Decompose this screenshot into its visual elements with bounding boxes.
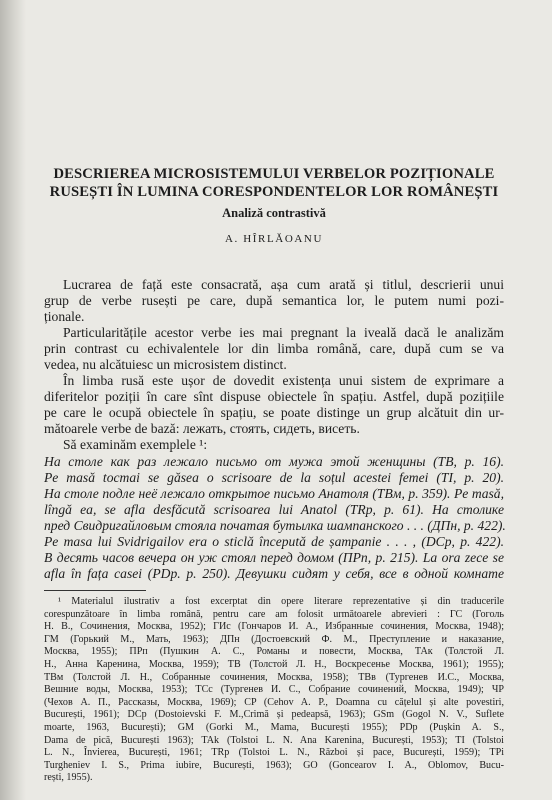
footnote-line: ГМ (Горький М., Мать, 1963); ДПн (Достоевский Ф. М., Преступление и наказание, <box>44 633 504 645</box>
example-line: Pe masa lui Svidrigailov era o sticlă începută de șampanie . . . , (DCp, p. 422). <box>44 534 504 549</box>
body-line: vedea, nu alcătuiesc un microsistem distinct. <box>44 357 287 372</box>
title-line-2: RUSEȘTI ÎN LUMINA CORESPONDENTELOR LOR ROMÂNEȘTI <box>49 184 499 200</box>
footnote-line: București, 1961); DCp (Dostoievski F. M.,Crimă și pedeapsă, 1963); GSm (Gogol N. V., Suflete <box>44 709 504 721</box>
body-line: pe care le ocupă obiectele în spațiu, se poate distinge un grup alcătuit din ur- <box>44 405 504 420</box>
footnote-line: Вешние воды, Москва, 1953); TCc (Тургенев И. С., Собрание сочинений, Москва, 1949); ЧР <box>44 684 504 696</box>
footnote-line: Н. В., Сочинения, Москва, 1952); ГИс (Гончаров И. А., Избранные сочинения, Москва, 1948); <box>44 621 504 633</box>
page-binding-shadow <box>0 0 26 800</box>
body-line: Lucrarea de față este consacrată, așa cum arată și titlul, descrierii unui <box>63 277 504 292</box>
example-line: пред Свидригайловым стояла початая бутылка шампанского . . . (ДПн, p. 422). <box>44 518 506 533</box>
example-line: afla în fața casei (PDp. p. 250). Девушки сидят у себя, все в одной комнате <box>44 566 504 581</box>
footnote-line: Н., Анна Каренина, Москва, 1959); TB (Толстой Л. Н., Воскресенье Москва, 1961); 1955); <box>44 659 504 670</box>
example-line: В десять часов вечера он уж стоял перед домом (ПРп, p. 215). La ora zece se <box>44 550 504 565</box>
footnote-line: L. N., Învierea, București, 1961; TRp (Tolstoi L. N., Război și pace, București, 1959); TPi <box>44 747 504 759</box>
footnote-line: moarte, 1963, București); GM (Gorki M., Mama, București 1955); PDp (Pușkin A. S., <box>44 722 504 733</box>
example-line: На столе как раз лежало письмо от мужа этой женщины (TB, p. 16). <box>44 454 504 469</box>
footnote-line: Turgheniev I. S., Prima iubire, București, 1963); GO (Goncearov I. A., Oblomov, Bucu- <box>44 759 504 771</box>
body-line: prin contrast cu echivalentele lor din limba română, care, după cum se va <box>44 341 504 356</box>
body-line: grup de verbe rusești pe care, după semantica lor, le putem numi pozi- <box>44 293 504 308</box>
footnote-line: ¹ Materialul ilustrativ a fost excerptat din opere literare reprezentative și din traducerile <box>58 596 504 607</box>
author: A. HÎRLĂOANU <box>224 233 324 245</box>
body-line: ționale. <box>44 309 85 324</box>
example-line: lîngă ea, se afla desfăcută scrisoarea lui Anatol (TRp, p. 61). На столике <box>44 502 504 517</box>
footnote-rule <box>44 590 146 591</box>
body-line: mătoarele verbe de bază: лежать, стоять, сидеть, висеть. <box>44 421 360 436</box>
footnote-line: rești, 1955). <box>44 772 93 784</box>
footnote-line: Москва, 1955); ПРп (Пушкин А. С., Романы и повести, Москва, ТАк (Толстой Л. <box>44 646 504 658</box>
title-line-1: DESCRIEREA MICROSISTEMULUI VERBELOR POZIȚIONALE <box>53 166 495 182</box>
footnote-line: TBм (Толстой Л. Н., Собранные сочинения, Москва, 1958); TBв (Тургенев И.С., Москва, <box>44 671 504 683</box>
example-line: Pe masă tocmai se găsea o scrisoare de la soțul acestei femei (TI, p. 20). <box>44 470 504 485</box>
body-line: Particularitățile acestor verbe ies mai pregnant la iveală dacă le analizăm <box>63 325 504 340</box>
footnote-line: corespunzătoare în limba română, pentru care am folosit următoarele abrevieri : ГС (Гоголь <box>44 608 504 620</box>
body-line: În limba rusă este ușor de dovedit existența unui sistem de exprimare a <box>63 373 504 388</box>
subtitle: Analiză contrastivă <box>222 206 326 220</box>
body-line: diferitelor poziții în care sînt dispuse obiectele în spațiu. Astfel, după pozițiile <box>44 389 504 404</box>
footnote-line: (Чехов А. П., Рассказы, Москва, 1969); CP (Cehov A. P., Doamna cu cățelul și alte povestiri, <box>44 696 504 708</box>
example-line: На столе подле неё лежало открытое письмо Анатоля (TBм, p. 359). Pe masă, <box>44 486 504 501</box>
body-line: Să examinăm exemplele ¹: <box>63 437 208 452</box>
footnote-line: Dama de pică, București 1963); TAk (Tolstoi L. N. Ana Karenina, București, 1953); TI (Tolstoi <box>44 734 504 746</box>
